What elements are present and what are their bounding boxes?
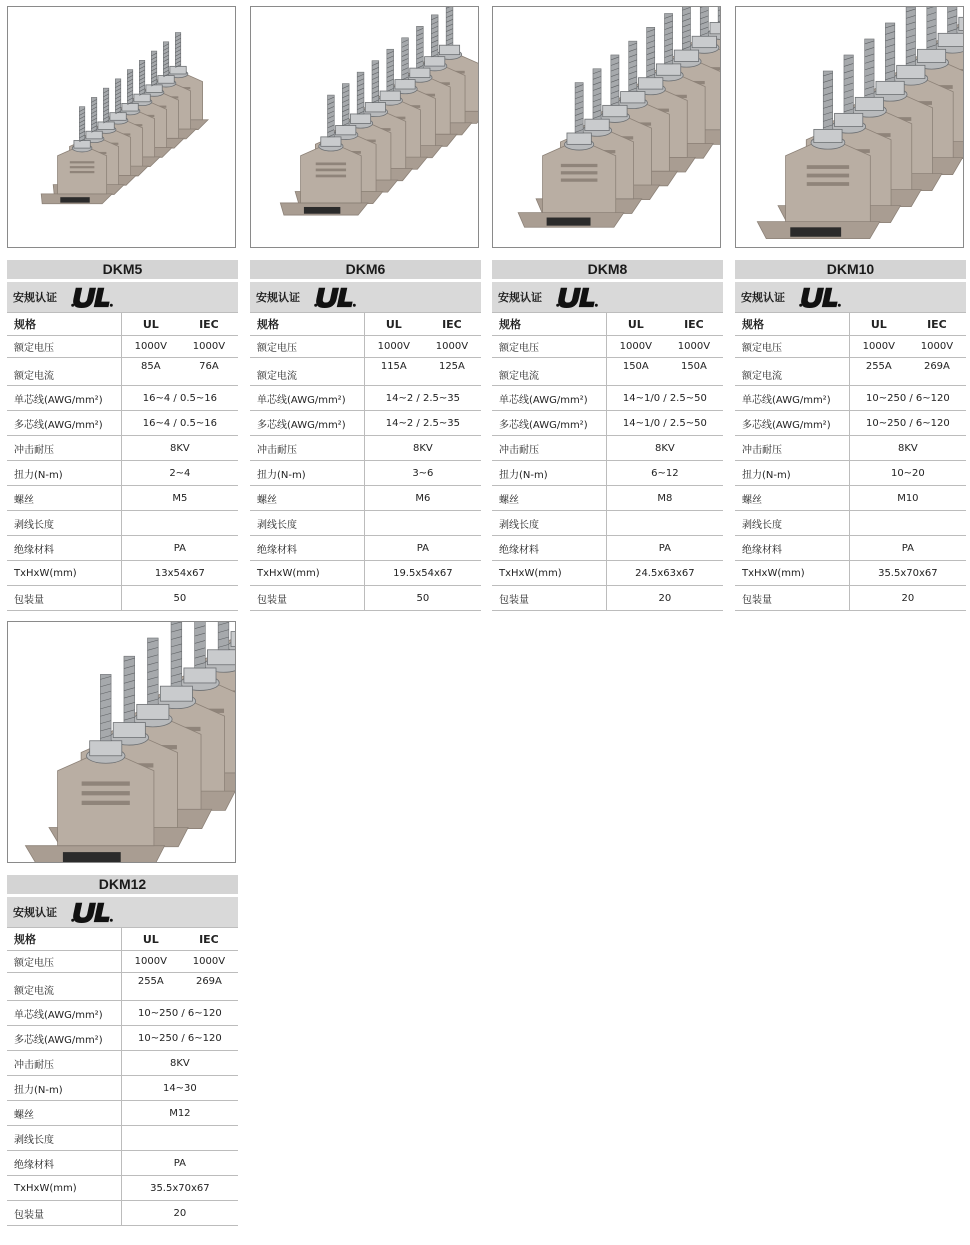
impulse-label: 冲击耐压 (7, 436, 121, 461)
rated-voltage-ul: 1000V (849, 336, 908, 358)
impulse-value: 8KV (121, 1051, 238, 1076)
dimensions-label: TxHxW(mm) (735, 561, 849, 586)
solid-wire-label: 单芯线(AWG/mm²) (7, 1001, 121, 1026)
solid-wire-label: 单芯线(AWG/mm²) (7, 386, 121, 411)
insulation-value: PA (849, 536, 966, 561)
product-card-dkm8 (492, 6, 724, 611)
rated-voltage-iec: 1000V (180, 336, 238, 358)
spec-header: 规格 (250, 313, 364, 336)
screw-label: 螺丝 (7, 1101, 121, 1126)
pack-qty-label: 包装量 (7, 1201, 121, 1226)
insulation-label: 绝缘材料 (7, 1151, 121, 1176)
ul-recognized-icon (797, 285, 843, 309)
spec-table (250, 313, 481, 611)
pack-qty-value: 20 (121, 1201, 238, 1226)
rated-current-ul: 255A (121, 973, 180, 1001)
dimensions-value: 13x54x67 (121, 561, 238, 586)
spec-table (7, 313, 238, 611)
certification-row (492, 282, 723, 313)
pack-qty-value: 20 (849, 586, 966, 611)
strip-length-value (606, 511, 723, 536)
rated-current-label: 额定电流 (7, 973, 121, 1001)
col-ul-header: UL (849, 313, 908, 336)
screw-label: 螺丝 (735, 486, 849, 511)
certification-label: 安规认证 (13, 291, 57, 304)
rated-voltage-label: 额定电压 (735, 336, 849, 358)
model-name: DKM6 (250, 260, 481, 279)
insulation-value: PA (364, 536, 481, 561)
strip-length-label: 剥线长度 (7, 511, 121, 536)
pack-qty-label: 包装量 (7, 586, 121, 611)
solid-wire-value: 10~250 / 6~120 (121, 1001, 238, 1026)
insulation-value: PA (606, 536, 723, 561)
rated-current-iec: 269A (180, 973, 238, 1001)
rated-current-label: 额定电流 (735, 358, 849, 386)
dimensions-value: 19.5x54x67 (364, 561, 481, 586)
rated-current-iec: 125A (423, 358, 481, 386)
torque-value: 3~6 (364, 461, 481, 486)
stranded-wire-value: 10~250 / 6~120 (121, 1026, 238, 1051)
rated-voltage-ul: 1000V (121, 951, 180, 973)
strip-length-value (121, 1126, 238, 1151)
rated-voltage-ul: 1000V (121, 336, 180, 358)
solid-wire-value: 10~250 / 6~120 (849, 386, 966, 411)
stranded-wire-label: 多芯线(AWG/mm²) (735, 411, 849, 436)
torque-value: 2~4 (121, 461, 238, 486)
ul-recognized-icon (69, 285, 115, 309)
torque-value: 6~12 (606, 461, 723, 486)
spec-header: 规格 (7, 313, 121, 336)
terminal-block-image (736, 7, 963, 247)
stranded-wire-value: 10~250 / 6~120 (849, 411, 966, 436)
rated-voltage-ul: 1000V (364, 336, 423, 358)
screw-value: M12 (121, 1101, 238, 1126)
solid-wire-value: 16~4 / 0.5~16 (121, 386, 238, 411)
product-photo (735, 6, 964, 248)
pack-qty-label: 包装量 (250, 586, 364, 611)
rated-current-iec: 150A (665, 358, 723, 386)
torque-value: 14~30 (121, 1076, 238, 1101)
strip-length-label: 剥线长度 (7, 1126, 121, 1151)
col-ul-header: UL (364, 313, 423, 336)
col-ul-header: UL (606, 313, 665, 336)
col-ul-header: UL (121, 313, 180, 336)
dimensions-value: 35.5x70x67 (121, 1176, 238, 1201)
rated-voltage-ul: 1000V (606, 336, 665, 358)
rated-current-ul: 255A (849, 358, 908, 386)
stranded-wire-value: 14~1/0 / 2.5~50 (606, 411, 723, 436)
rated-voltage-iec: 1000V (908, 336, 966, 358)
product-photo (7, 6, 236, 248)
screw-label: 螺丝 (250, 486, 364, 511)
strip-length-label: 剥线长度 (735, 511, 849, 536)
stranded-wire-label: 多芯线(AWG/mm²) (7, 411, 121, 436)
insulation-label: 绝缘材料 (7, 536, 121, 561)
stranded-wire-value: 16~4 / 0.5~16 (121, 411, 238, 436)
terminal-block-image (251, 7, 478, 247)
stranded-wire-label: 多芯线(AWG/mm²) (250, 411, 364, 436)
torque-label: 扭力(N-m) (492, 461, 606, 486)
product-card-dkm12 (7, 621, 239, 1226)
ul-recognized-icon (554, 285, 600, 309)
screw-value: M5 (121, 486, 238, 511)
solid-wire-label: 单芯线(AWG/mm²) (735, 386, 849, 411)
spec-header: 规格 (7, 928, 121, 951)
screw-label: 螺丝 (7, 486, 121, 511)
product-photo (492, 6, 721, 248)
stranded-wire-label: 多芯线(AWG/mm²) (492, 411, 606, 436)
col-iec-header: IEC (180, 313, 238, 336)
terminal-block-image (8, 7, 235, 247)
spec-table (492, 313, 723, 611)
stranded-wire-label: 多芯线(AWG/mm²) (7, 1026, 121, 1051)
impulse-value: 8KV (849, 436, 966, 461)
rated-voltage-label: 额定电压 (7, 951, 121, 973)
product-card-dkm5 (7, 6, 239, 611)
col-ul-header: UL (121, 928, 180, 951)
solid-wire-label: 单芯线(AWG/mm²) (492, 386, 606, 411)
model-name: DKM5 (7, 260, 238, 279)
strip-length-value (121, 511, 238, 536)
rated-voltage-label: 额定电压 (492, 336, 606, 358)
screw-value: M8 (606, 486, 723, 511)
strip-length-label: 剥线长度 (492, 511, 606, 536)
dimensions-label: TxHxW(mm) (7, 561, 121, 586)
impulse-value: 8KV (121, 436, 238, 461)
col-iec-header: IEC (423, 313, 481, 336)
terminal-block-image (8, 622, 235, 862)
torque-label: 扭力(N-m) (7, 1076, 121, 1101)
certification-row (7, 282, 238, 313)
strip-length-value (364, 511, 481, 536)
model-name: DKM8 (492, 260, 723, 279)
spec-table (7, 928, 238, 1226)
certification-label: 安规认证 (741, 291, 785, 304)
rated-current-iec: 269A (908, 358, 966, 386)
screw-value: M6 (364, 486, 481, 511)
certification-row (7, 897, 238, 928)
rated-voltage-label: 额定电压 (250, 336, 364, 358)
certification-row (735, 282, 966, 313)
torque-label: 扭力(N-m) (735, 461, 849, 486)
model-name: DKM10 (735, 260, 966, 279)
dimensions-value: 24.5x63x67 (606, 561, 723, 586)
col-iec-header: IEC (180, 928, 238, 951)
terminal-block-image (493, 7, 720, 247)
ul-recognized-icon (69, 900, 115, 924)
pack-qty-value: 20 (606, 586, 723, 611)
strip-length-value (849, 511, 966, 536)
certification-label: 安规认证 (13, 906, 57, 919)
rated-current-label: 额定电流 (492, 358, 606, 386)
rated-voltage-iec: 1000V (423, 336, 481, 358)
spec-header: 规格 (735, 313, 849, 336)
torque-label: 扭力(N-m) (7, 461, 121, 486)
insulation-label: 绝缘材料 (735, 536, 849, 561)
dimensions-label: TxHxW(mm) (7, 1176, 121, 1201)
pack-qty-label: 包装量 (492, 586, 606, 611)
dimensions-label: TxHxW(mm) (250, 561, 364, 586)
torque-label: 扭力(N-m) (250, 461, 364, 486)
certification-row (250, 282, 481, 313)
screw-label: 螺丝 (492, 486, 606, 511)
impulse-value: 8KV (606, 436, 723, 461)
impulse-label: 冲击耐压 (7, 1051, 121, 1076)
rated-current-iec: 76A (180, 358, 238, 386)
stranded-wire-value: 14~2 / 2.5~35 (364, 411, 481, 436)
rated-current-ul: 115A (364, 358, 423, 386)
pack-qty-label: 包装量 (735, 586, 849, 611)
strip-length-label: 剥线长度 (250, 511, 364, 536)
insulation-label: 绝缘材料 (492, 536, 606, 561)
insulation-value: PA (121, 1151, 238, 1176)
solid-wire-value: 14~1/0 / 2.5~50 (606, 386, 723, 411)
impulse-label: 冲击耐压 (735, 436, 849, 461)
dimensions-value: 35.5x70x67 (849, 561, 966, 586)
insulation-value: PA (121, 536, 238, 561)
certification-label: 安规认证 (256, 291, 300, 304)
product-photo (250, 6, 479, 248)
impulse-label: 冲击耐压 (250, 436, 364, 461)
product-card-dkm6 (250, 6, 482, 611)
rated-voltage-iec: 1000V (665, 336, 723, 358)
spec-header: 规格 (492, 313, 606, 336)
impulse-value: 8KV (364, 436, 481, 461)
rated-voltage-label: 额定电压 (7, 336, 121, 358)
product-photo (7, 621, 236, 863)
dimensions-label: TxHxW(mm) (492, 561, 606, 586)
spec-table (735, 313, 966, 611)
product-card-dkm10 (735, 6, 967, 611)
impulse-label: 冲击耐压 (492, 436, 606, 461)
col-iec-header: IEC (665, 313, 723, 336)
rated-current-ul: 85A (121, 358, 180, 386)
model-name: DKM12 (7, 875, 238, 894)
screw-value: M10 (849, 486, 966, 511)
ul-recognized-icon (312, 285, 358, 309)
solid-wire-value: 14~2 / 2.5~35 (364, 386, 481, 411)
pack-qty-value: 50 (364, 586, 481, 611)
certification-label: 安规认证 (498, 291, 542, 304)
insulation-label: 绝缘材料 (250, 536, 364, 561)
rated-current-ul: 150A (606, 358, 665, 386)
rated-voltage-iec: 1000V (180, 951, 238, 973)
pack-qty-value: 50 (121, 586, 238, 611)
rated-current-label: 额定电流 (250, 358, 364, 386)
solid-wire-label: 单芯线(AWG/mm²) (250, 386, 364, 411)
rated-current-label: 额定电流 (7, 358, 121, 386)
col-iec-header: IEC (908, 313, 966, 336)
torque-value: 10~20 (849, 461, 966, 486)
